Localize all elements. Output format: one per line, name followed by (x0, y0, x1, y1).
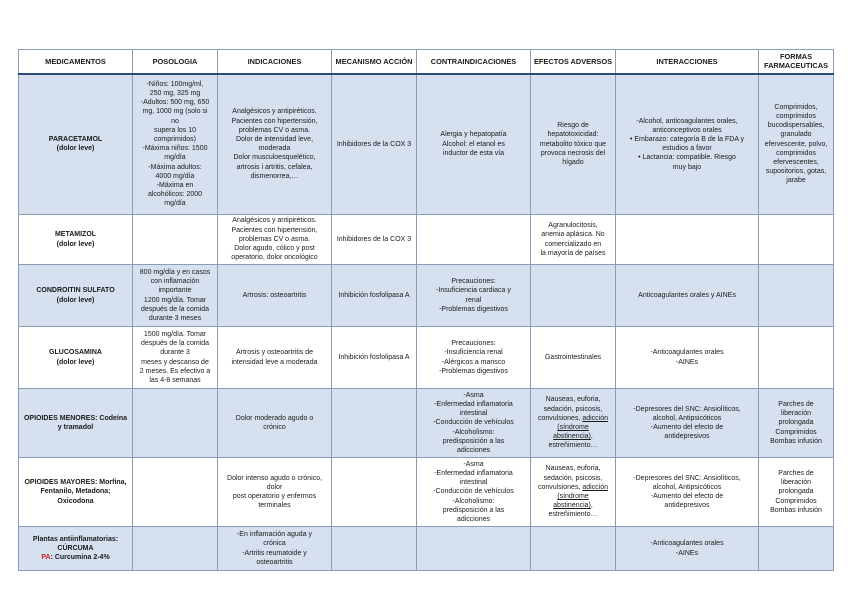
efectos-text: Nauseas, euforia, sedación, psicosis, convulsiones, (537, 396, 603, 422)
cell-efectos: Gastrointestinales (531, 327, 616, 389)
header-indicaciones: INDICACIONES (218, 50, 332, 74)
cell-mecanismo (332, 527, 417, 571)
cell-drug: OPIOIDES MAYORES: Morfina, Fentanilo, Metadona; Oxicodona (19, 458, 133, 527)
cell-mecanismo (332, 389, 417, 458)
cell-efectos: Riesgo de hepatotoxicidad: metabolito tóxico que provoca necrosis del hígado (531, 74, 616, 215)
cell-mecanismo: Inhibidores de la COX 3 (332, 215, 417, 265)
table-row (19, 74, 834, 215)
cell-contraindicaciones: Alergia y hepatopatía Alcohol: el etanol es inductor de esta vía (417, 74, 531, 215)
cell-formas (759, 327, 834, 389)
cell-posologia (133, 215, 218, 265)
cell-posologia (133, 389, 218, 458)
cell-drug: METAMIZOL (dolor leve) (19, 215, 133, 265)
cell-contraindicaciones: -Asma -Enfermedad inflamatoria intestinal -Conducción de vehículos -Alcoholismo: predisposición a las adicciones (417, 389, 531, 458)
efectos-text-end: , estreñimiento… (548, 433, 598, 450)
cell-mecanismo: Inhibición fosfolipasa A (332, 265, 417, 327)
cell-efectos: Agranulocitosis, anemia aplásica. No comercializado en la mayoría de países (531, 215, 616, 265)
cell-drug: CONDROITIN SULFATO (dolor leve) (19, 265, 133, 327)
cell-efectos (531, 458, 616, 527)
cell-mecanismo: Inhibidores de la COX 3 (332, 74, 417, 215)
cell-formas (759, 527, 834, 571)
header-posologia: POSOLOGIA (133, 50, 218, 74)
cell-contraindicaciones: Precauciones: -Insuficiencia cardiaca y renal -Problemas digestivos (417, 265, 531, 327)
cell-indicaciones: Artrosis y osteoartritis de intensidad leve a moderada (218, 327, 332, 389)
cell-formas (759, 265, 834, 327)
efectos-text-end: , estreñimiento… (548, 502, 598, 519)
cell-indicaciones: Analgésicos y antipiréticos. Pacientes con hipertensión, problemas CV o asma. Dolor agudo, cólico y post operatorio, dolor oncológico (218, 215, 332, 265)
table-row (19, 327, 834, 389)
cell-contraindicaciones (417, 215, 531, 265)
cell-drug: PARACETAMOL (dolor leve) (19, 74, 133, 215)
cell-efectos (531, 265, 616, 327)
cell-interacciones (616, 215, 759, 265)
efectos-underlined: adicción (síndrome abstinencia) (553, 414, 609, 441)
cell-indicaciones: Dolor moderado agudo o crónico (218, 389, 332, 458)
cell-formas: Parches de liberación prolongada Comprimidos Bombas infusión (759, 389, 834, 458)
cell-drug: GLUCOSAMINA (dolor leve) (19, 327, 133, 389)
cell-posologia (133, 458, 218, 527)
cell-contraindicaciones (417, 527, 531, 571)
cell-efectos (531, 389, 616, 458)
table-row (19, 458, 834, 527)
header-mecanismo: MECANISMO ACCIÓN (332, 50, 417, 74)
table-row (19, 265, 834, 327)
efectos-underlined: adicción (síndrome abstinencia) (553, 483, 609, 510)
cell-drug: OPIOIDES MENORES: Codeína y tramadol (19, 389, 133, 458)
table-row (19, 527, 834, 571)
cell-contraindicaciones: -Asma -Enfermedad inflamatoria intestinal -Conducción de vehículos -Alcoholismo: predisposición a las adicciones (417, 458, 531, 527)
cell-indicaciones: Analgésicos y antipiréticos. Pacientes con hipertensión, problemas CV o asma. Dolor de intensidad leve, moderada Dolor musculoesquelético, artrosis i artritis, cefalea, dismenorrea,… (218, 74, 332, 215)
header-contraindicaciones: CONTRAINDICACIONES (417, 50, 531, 74)
pa-text: : Curcumina 2-4% (50, 554, 110, 562)
cell-interacciones: Anticoagulantes orales y AINEs (616, 265, 759, 327)
table-row (19, 215, 834, 265)
cell-interacciones: -Anticoagulantes orales -AINEs (616, 527, 759, 571)
cell-indicaciones: Dolor intenso agudo o crónico, dolor post operatorio y enfermos terminales (218, 458, 332, 527)
header-efectos-adversos: EFECTOS ADVERSOS (531, 50, 616, 74)
cell-interacciones: -Depresores del SNC: Ansiolíticos, alcohol, Antipsicóticos -Aumento del efecto de antidepresivos (616, 458, 759, 527)
header-formas-farmaceuticas: FORMAS FARMACEUTICAS (759, 50, 834, 74)
cell-posologia: -Niños: 100mg/ml, 250 mg, 325 mg -Adultos: 500 mg, 650 mg, 1000 mg (solo si no supera los 10 comprimidos) -Máxima niños: 1500 mg/día -Máxima adultos: 4000 mg/día -Máxima en alcohólicos: 2000 mg/día (133, 74, 218, 215)
medication-table (18, 49, 834, 571)
cell-indicaciones: -En inflamación aguda y crónica -Artritis reumatoide y osteoartritis (218, 527, 332, 571)
header-interacciones: INTERACCIONES (616, 50, 759, 74)
drug-name: Plantas antiinflamatorias: CÚRCUMA (32, 535, 119, 552)
pa-label: PA (41, 554, 51, 562)
cell-contraindicaciones: Precauciones: -Insuficiencia renal -Alérgicos a marisco -Problemas digestivos (417, 327, 531, 389)
header-row (19, 50, 834, 74)
cell-formas: Comprimidos, comprimidos bucodispersables, granulado efervescente, polvo, comprimidos efervescentes, supositorios, gotas, jarabe (759, 74, 834, 215)
header-medicamentos: MEDICAMENTOS (19, 50, 133, 74)
cell-posologia (133, 527, 218, 571)
cell-efectos (531, 527, 616, 571)
cell-formas: Parches de liberación prolongada Comprimidos Bombas infusión (759, 458, 834, 527)
efectos-text: Nauseas, euforia, sedación, psicosis, convulsiones, (537, 465, 603, 491)
cell-interacciones: -Depresores del SNC: Ansiolíticos, alcohol, Antipsicóticos -Aumento del efecto de antidepresivos (616, 389, 759, 458)
cell-posologia: 800 mg/día y en casos con inflamación importante 1200 mg/día. Tomar después de la comida durante 3 meses (133, 265, 218, 327)
cell-mecanismo (332, 458, 417, 527)
table-row (19, 389, 834, 458)
cell-indicaciones: Artrosis: osteoartritis (218, 265, 332, 327)
cell-mecanismo: Inhibición fosfolipasa A (332, 327, 417, 389)
cell-interacciones: -Anticoagulantes orales -AINEs (616, 327, 759, 389)
cell-formas (759, 215, 834, 265)
cell-posologia: 1500 mg/día. Tomar después de la comida durante 3 meses y descanso de 2 meses. Es efectivo a las 4-8 semanas (133, 327, 218, 389)
cell-drug (19, 527, 133, 571)
cell-interacciones: -Alcohol, anticoagulantes orales, anticonceptivos orales • Embarazo: categoría B de la FDA y estudios a favor • Lactancia: compatible. Riesgo muy bajo (616, 74, 759, 215)
